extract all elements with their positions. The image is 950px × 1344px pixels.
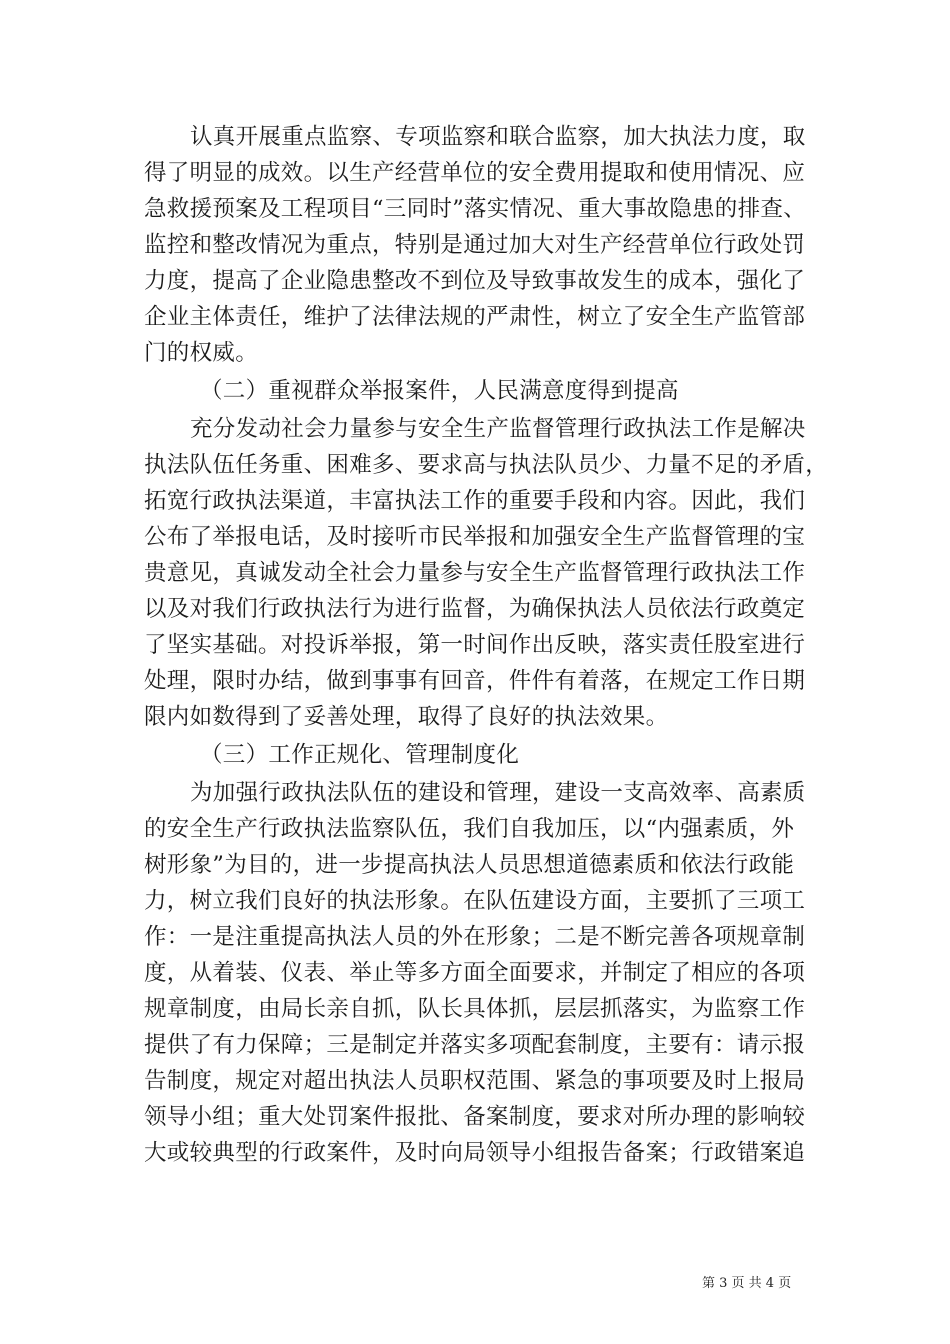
text-line: 告制度，规定对超出执法人员职权范围、紧急的事项要及时上报局 [144,1068,806,1094]
text-line: 监控和整改情况为重点，特别是通过加大对生产经营单位行政处罚 [144,232,806,258]
text-line: 得了明显的成效。以生产经营单位的安全费用提取和使用情况、应 [144,160,806,186]
text-line: 了坚实基础。对投诉举报，第一时间作出反映，落实责任股室进行 [144,632,806,658]
text-line: 提供了有力保障；三是制定并落实多项配套制度，主要有：请示报 [144,1032,806,1058]
text-line: 处理，限时办结，做到事事有回音，件件有着落，在规定工作日期 [144,668,806,694]
text-line: 规章制度，由局长亲自抓，队长具体抓，层层抓落实，为监察工作 [144,996,806,1022]
text-line: 限内如数得到了妥善处理，取得了良好的执法效果。 [144,704,669,730]
text-line: 力，树立我们良好的执法形象。在队伍建设方面，主要抓了三项工 [144,888,806,914]
text-line: 力度，提高了企业隐患整改不到位及导致事故发生的成本，强化了 [144,268,806,294]
text-line: 拓宽行政执法渠道，丰富执法工作的重要手段和内容。因此，我们 [144,488,806,514]
section-heading: （二）重视群众举报案件，人民满意度得到提高 [200,378,679,404]
text-line: 认真开展重点监察、专项监察和联合监察，加大执法力度，取 [190,124,806,150]
text-line: 作：一是注重提高执法人员的外在形象；二是不断完善各项规章制 [144,924,806,950]
page-number: 第 3 页 共 4 页 [702,1276,792,1291]
text-line: 大或较典型的行政案件，及时向局领导小组报告备案；行政错案追 [144,1140,806,1166]
text-line: 充分发动社会力量参与安全生产监督管理行政执法工作是解决 [190,416,806,442]
text-line: 公布了举报电话，及时接听市民举报和加强安全生产监督管理的宝 [144,524,806,550]
text-line: 贵意见，真诚发动全社会力量参与安全生产监督管理行政执法工作 [144,560,806,586]
text-line: 以及对我们行政执法行为进行监督，为确保执法人员依法行政奠定 [144,596,806,622]
text-line: 门的权威。 [144,340,259,366]
text-line: 领导小组；重大处罚案件报批、备案制度，要求对所办理的影响较 [144,1104,806,1130]
text-line: 急救援预案及工程项目“三同时”落实情况、重大事故隐患的排查、 [144,196,807,222]
text-line: 执法队伍任务重、困难多、要求高与执法队员少、力量不足的矛盾， [144,452,829,478]
text-line: 度，从着装、仪表、举止等多方面全面要求，并制定了相应的各项 [144,960,806,986]
text-line: 树形象”为目的，进一步提高执法人员思想道德素质和依法行政能 [144,852,795,878]
section-heading: （三）工作正规化、管理制度化 [200,742,520,768]
text-line: 为加强行政执法队伍的建设和管理，建设一支高效率、高素质 [190,780,806,806]
text-line: 企业主体责任，维护了法律法规的严肃性，树立了安全生产监管部 [144,304,806,330]
text-line: 的安全生产行政执法监察队伍，我们自我加压，以“内强素质，外 [144,816,795,842]
